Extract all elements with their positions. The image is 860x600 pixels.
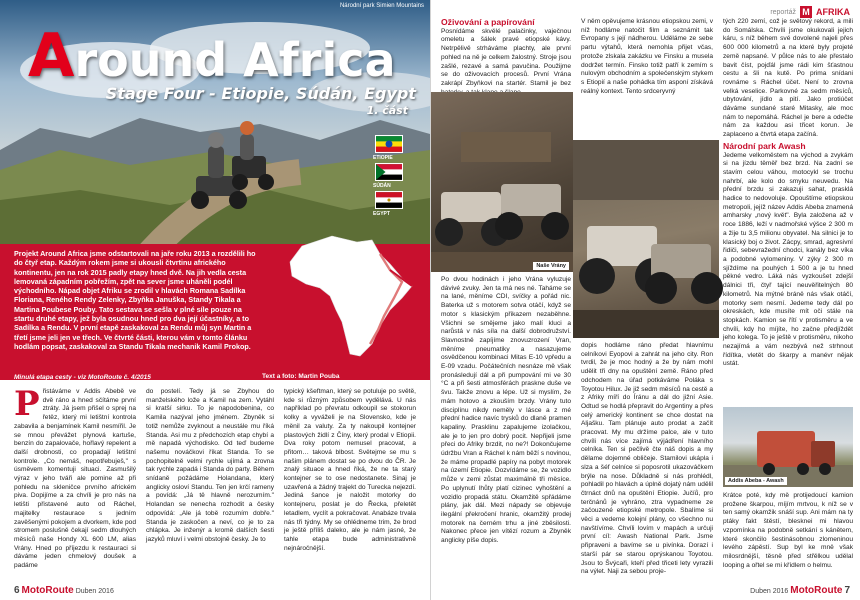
right-column-3c-text: Krátce poté, kdy mě protijedoucí kamion prožene škarpou, míjím mrtvou, k níž se v ten samý okamžik snáší sup. Ani mám na ty ptáky fakt štěstí, blesknei mi hlavou vzpomínka na podobně setkání s kánětem, které skončilo šestinásobnou zlomeninou levého zápěstí. Sup byl ke mně však milosrdnější, těsně před střělkou udělal looping a ořtel se mi křídlem o helmu. xyxy=(723,492,853,569)
right-column-2b-text: dopis hodláme ráno předat hlavnímu celníkovi Eyopovi a zahrát na jeho city. Ron tvrdil, že je moc hodný a že by nám mohl udělit tři dny na opuštění země. Ráno před odchodem na úřad potkáváme Poláka s Toyotou Hilux. Je již sedm měsíců na cestě a z Afriky míří do Íránu a dál do jižní Asie. Odtud se hodlá přepravit do Argentiny a přes celý americký kontinent se chce dostat na Aljašku. Tam plánuje auto prodat a začít pracovat. My mu držíme palce, ale v tuto chvíli nás více zajímá výjádření hlavního celníka. Ten si pečlivě čte náš dopis a my dělame dojemné obličeje. Stamilovi ukápla i slza a šéf celníce si poposrotil ukazováčkem brýle na nose. Důkladně si nás prohlédl, pohladil po hlavách a úplně dojatý nám udělil čtrnáct dnů na opuštění Etiopie. Jučíů, pro terčnánů je vyhráno, ztra vypadneme ze začouzené etiopské metropole. Sbalíme si věci a vedeme kolejní plány, co všechno nu navštívíme. Chvíli lovím v mapách a určuji první cíl: Awash National Park. Jsme připraveni a bavíme se u pivínka. Dorazí i starší pár se starou oprýskanou Toyotou. Jsou to Švýcaři, kteří před třiceti lety vyrazili na výlet. Naji za sebou proje- xyxy=(581,342,713,576)
right-column-3-top xyxy=(723,18,853,403)
article-title xyxy=(28,21,396,91)
left-issue-date: Duben 2016 xyxy=(75,588,114,595)
right-column-3-bottom xyxy=(723,492,853,588)
column-2-text: do postelí. Tedy já se Zbyhou do manželského lože a Kamil na zem. Vytáhl si kratší sirku. To je napodobenina, co Kamila nazýval jeho jménem. Zbyněk si totiž nemůže zvyknout a neustále mu říká Standa. Asi mu z předchozích etap chybí a mě napadá východisko. Od teď budeme našemu nováčkovi říkat Standa. To se pochopitelně velmi rychle ujímá a zrovna tak rychle zapadá i Standa do party. Během snídaně požádáme Holandana, který anglicky osloví Standu. Ten jen krčí rameny a povídá: „Já tě hlavně nerozumím." Holandan se nenecha rozhodit a česky odpovídá: „Ale já tobě rozumím dobře." Standa je zaskočen a neví, co je to za chlápka. Je inženýr a kromě dalších šesti jazyků mluví i velmi obstojně česky. Je to xyxy=(146,388,274,543)
right-folio xyxy=(750,585,850,596)
left-page-number: 6 xyxy=(14,585,20,596)
right-column-1b-text: Po dvou hodinách i jeho Vrána vyluzuje dávivé zvuky. Jen ta má nes né. Taháme se na lané, měníme CDI, svíčky a pořád nic. Baterka už s motorem sotva otáčí, když se motor s klasickým přikazem nezaběhne. Všichni se smějeme jako malí kluci a narůstá v nás síla na další dobrodružství. Slavnostně zapíjíme znovuzrození Vran, měníme pneumatiky a nasazujeme osvědčenou kombinaci Mitas E-10 vpředu a E-09 vzadu. Počátečních nesnáze mě však pronásledují dál a při pumpování mi ve 30 °C a při šesti atmosférách praskne duše ve švu. Takže znovu a lépe. Už si myslím, že mám hotovo a zkouším brzdy. Vrány tuto disciplínu nikdy neměly v lásce a z mé přední hadice navíc trysků do dlaně pramen kapaliny. Prasklinu zapalujeme izolačkou, ale je to jen pro dobrý pocit. Nepřijeli jsme přeci do Afriky brzdit, no ne?! Dokončujeme údržbu Vran a Ráchel k nám běží s novinou, že máme propadlé papíry na pobyt motorek na území Etiopie. Dozvídáme se, že vozidlo může v zemi zůstat maximálně tři měsíce. Po uplynutí lhůty platí cizinec vyhoštění a vozidlo propadá státu. Okamžitě spřádáme plány, jak dál. Mezi nápady se objevuje ilegální překročení hranic, okamžitý prodej motorek na černém trhu a jiné zběsilosti. Nakonec přece jen vítězí rozum a Zbyněk anglicky píše dopis. xyxy=(441,276,571,545)
right-column-2-top xyxy=(581,18,713,136)
right-page xyxy=(430,0,860,600)
drop-cap: P xyxy=(14,384,40,424)
ethiopia-flag-icon xyxy=(375,135,403,153)
workshop-photo xyxy=(431,92,573,272)
magazine-logo-icon: M xyxy=(800,6,812,18)
flag-label-ethiopia: ETIOPIE xyxy=(373,155,393,161)
motorcycles-illustration xyxy=(431,92,573,272)
intro-meta xyxy=(0,290,430,382)
parked-bikes-photo xyxy=(573,140,719,338)
right-column-3b-text: Jedeme velkoměstem na východ a zvykám si na jízdu těměř bez brzd. Na zadní se stavím celou váhou, motocykl se trochu nahrbí, ale kolo do smyku neuvedu. Na přední brzdu si zakazuji sahat, prasklá hadice to nedovoluje. Opouštíme etiopskou metropoli, jejíž název Addis Abeba znamená amharsky „nový květ". Byla založena až v roce 1886, leží v nadmořské výšce 2 300 m a žije tu 3,5 milionu obyvatel. Na silnici je to klasický boj o život. Zácpy, smrad, agresivní řidiči, sebevražední chodci, kanály bez víka a podobné vylomeniny. V zýky 2 300 m sjíždíme na pouhých 1 500 a je tu hned pěkné vedro. Láká nás vyzkoušet zdejší dálnici tři, čtyř tající neuvěřitelných 80 kilometrů. Na mýtné bráně nás však otáčí, motorky sem nesmí. Jedeme tedy dál po okreskách, kde musíte mít oči stále na stopkách. Kamion se řítí v protisměru a ve chvíli, kdy ho míjíte, ho začne předjíždět jeho kolega. To je ještě v protisměru, nikoho nezajímá a vám nezbývá než strhnout řídítka, vletět do škarpy a manévr nějak ustát. xyxy=(723,151,853,368)
title-initial: A xyxy=(28,21,75,91)
article-subtitle: Stage Four - Etiopie, Súdán, Egypt xyxy=(105,84,416,103)
sudan-flag-icon xyxy=(375,163,403,181)
left-folio xyxy=(14,585,114,596)
hero-photo-caption: Národní park Simien Mountains xyxy=(339,3,424,9)
right-page-number: 7 xyxy=(844,585,850,596)
title-rest: round Africa xyxy=(74,33,396,87)
article-column-2 xyxy=(146,388,274,584)
article-column-3 xyxy=(284,388,416,584)
section-header xyxy=(770,6,850,18)
right-issue-date: Duben 2016 xyxy=(750,588,789,595)
section-heading-awash: Národní park Awash xyxy=(723,140,806,151)
right-column-2a-text: V něm opěvujeme krásnou etiopskou zemi, v níž hodláme natočit film a seznámit tak Evropany s její nádherou. Uděláme ze sebe partu výtahů, která nemohla přijet včas, protože zlskala zakázku ve Finsku a musela dodržet termín. Finsko totiž patří k zemím s nulovým obchodním a společenským stykem s Etiopií a naše pohádka tím asponí získává reálný kontext. Tento srdceryvný xyxy=(581,18,713,95)
section-label: reportáž xyxy=(770,8,796,16)
flag-label-sudan: SÚDÁN xyxy=(373,183,391,189)
author-credit: Text a foto: Martin Pouba xyxy=(262,373,340,380)
egypt-flag-icon xyxy=(375,191,403,209)
intro-text: Projekt Around Africa jsme odstartovali na jaře roku 2013 a rozdělili ho do čtyř etap. Každým rokem jsme si ukousli čtvrtinu afrického kontinentu, jen na rok 2015 padly etapy hned dvě. Na jih vedla cesta lemovaná západním pobřežím, zpět na sever jsme uháněli podél východního. Nápad objet Afriku se zrodil v hlavách Romana Sadílka Floriana, Reného Rendy Zelenky, Zbyňka Januška, Standy Tikala a Martina Poubese Pouby. Tato sestava se sešla v plné síle pouze na startu druhé etapy, jež byla osudnou hned pro dva její účastníky, a to Sadílka a Rendu. V první etapě zaskakoval za Rendu můj syn Martin a třetí jsme jeli jen ve třech. Ve čtvrté části, kterou vám v tomto článku hodlám popsat, zaskakoval za Standu Tikala mechanik Kamil Prokop. xyxy=(14,249,256,351)
section-name: AFRIKA xyxy=(816,7,850,17)
road-truck-photo xyxy=(723,407,853,487)
previous-stage-note: Minulá etapa cesty - viz MotoRoute č. 4/2015 xyxy=(14,374,151,381)
flag-label-egypt: EGYPT xyxy=(373,211,390,217)
right-column-1-bottom xyxy=(441,276,571,586)
column-3-text: typický kšeftman, který se potuluje po světě, kde si různým způsobem vydělává. U nás například po převratu odkoupil se stokorun kolky a vyváželi je na Slovensko, kde je měnil za valuty. Za ty nakoupil kontejner plastových židlí z Číny, který prodal v Etiopii. Dva roky potom nemusel pracovat, a přitom… taková blbost. Světejme se mu s našim plánem dostat se po dvou do ČR. Je znalý situace a hned říká, že ne ta starý kontejner se to ose nedostanete. Sinaj je uzavřená a žádný trajekt do Turecka nejezdí. Jediná šance je naložit motorky do kontejneru, poslat je do Řecka, přeletět letadlem, vyclít a pokračovat. Anabáze trvala nás tři týdny. My se ohlédneme trim, že brod je ještě příliš daleko, ale je nám jasné, že tahle etapa bude administrativně nejnáročnější. xyxy=(284,388,416,552)
right-column-1-top xyxy=(441,18,571,88)
road-photo-caption: Addis Abeba - Awash xyxy=(725,477,787,485)
parked-bikes-illustration xyxy=(573,140,719,338)
section-heading-revival: Oživování a papírování xyxy=(441,17,535,27)
article-part: 1. část xyxy=(366,104,408,117)
left-magazine-name: MotoRoute xyxy=(21,585,74,596)
right-magazine-name: MotoRoute xyxy=(790,585,843,596)
column-1-text: řistáváme v Addis Abebě ve dvě ráno a hned sčítáme první ztráty. Já jsem přišel o sprej na řetěz, který mi letištní kontrola zabavila a benjamínek Kamil nesmířil. Je se mnou převážet plynová kartuše, benzín do zapalovače, hořlavý repelent a další drobnosti, co propadají letištní kontrole. „Co nemáš, nepotřebuješ," s úsměvem komentuji situaci. Zasmušilý výraz v jeho tváři ale pomine až při pohledu na skleničce prvního africkém piva. Dopijíme a za chvíli je pro nás na letišti přistavené auto od Ráchel, majitelky restaurace s jedním zavěšenými pokojem a dvorkem, kde pod stromem poslušně čekají sedm dlouhých měsíců naše Hondy XL 600 LM, alias Vrány. Hned po příjezdu k restauraci si dáváme jeden chmelový doušek a padáme xyxy=(14,388,136,570)
workshop-photo-caption: Naše Vrány xyxy=(533,262,569,270)
article-column-1 xyxy=(14,384,136,584)
right-column-3a-text: tých 220 zemí, což je světový rekord, a mili do Somálska. Chvíli jsme okukovali jejich káru, s níž během své dovolené najeli přes 600 000 kilometrů a na které byly projeté země napsané. V půlce nás to ale přestalo bavit číst, pojďál jsme rádi kim šťastnou cestu a šli na kutě. Po prima snídani rovnáme s Ráchel účet. Není to zrovna velká veselice. Parkovné za sedm měsíců, ubytování, jídlo a pití. Jako protiúčet dáváme sundané staré Mitasky, ale moc nám to nepomáhá. Ráchel je bere a odečte nám za každou asi třicet korun. Je zaplaceno a čtvrtá etapa začíná. xyxy=(723,18,853,139)
truck-illustration xyxy=(723,407,853,487)
right-column-2-bottom xyxy=(581,342,713,588)
right-column-1a-text: Posnídáme skvělé palačinky, vaječnou omeletu a šálek pravé etiopské kávy. Netrpělivě strháváme plachty, ale první pohled na ně je celkem žalostný. Stroje jsou zašlé, rezavé a samá pavučina. Použijme se do oživovacích procesů. První Vrána zakrápí Zbyňkovi na startér. Stamil je bez xyxy=(441,27,571,87)
